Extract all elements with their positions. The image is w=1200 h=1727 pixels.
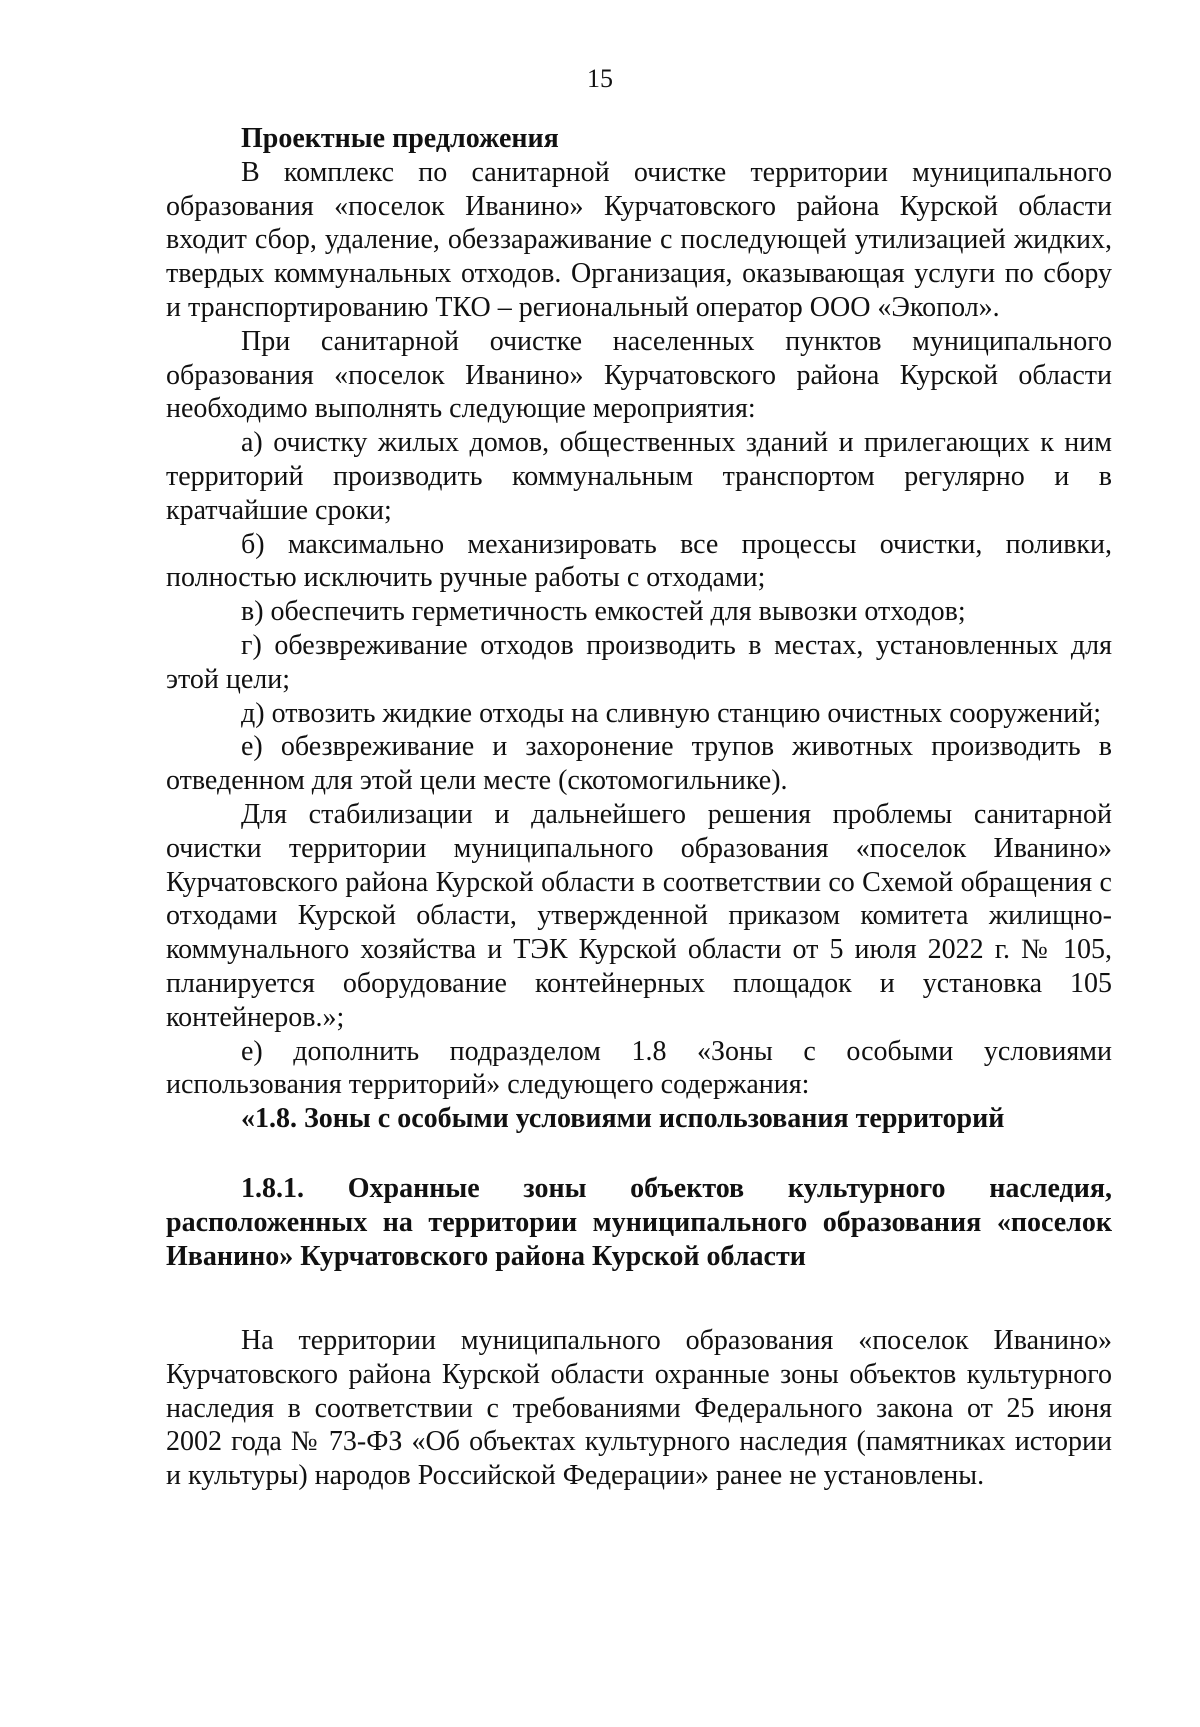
list-item-e: е) обезвреживание и захоронение трупов животных производить в отведенном для этой цели месте (скотомогильнике). xyxy=(166,731,1112,797)
page-content xyxy=(166,122,1112,1493)
paragraph-waste-complex: В комплекс по санитарной очистке территории муниципального образования «поселок Иванино» Курчатовского района Курской области входит сбор, удаление, обеззараживание с последующей утилизацией жидких, твердых коммунальных отходов. Организация, оказывающая услуги по сбору и транспортированию ТКО – региональный оператор ООО «Экопол». xyxy=(166,156,1112,323)
list-item-v: в) обеспечить герметичность емкостей для вывозки отходов; xyxy=(241,596,966,628)
list-item-d: д) отвозить жидкие отходы на сливную станцию очистных сооружений; xyxy=(241,697,1102,729)
section-heading-cultural-heritage: 1.8.1. Охранные зоны объектов культурного наследия, расположенных на территории муниципального образования «поселок Иванино» Курчатовского района Курской области xyxy=(166,1172,1112,1272)
section-heading-proposals: Проектные предложения xyxy=(241,123,559,154)
paragraph-stabilization: Для стабилизации и дальнейшего решения проблемы санитарной очистки территории муниципального образования «поселок Иванино» Курчатовского района Курской области в соответствии со Схемой обращения с отходами Курской области, утвержденной приказом комитета жилищно-коммунального хозяйства и ТЭК Курской области от 5 июля 2022 г. № 105, планируется оборудование контейнерных площадок и установка 105 контейнеров.»; xyxy=(166,798,1112,1033)
list-item-a: а) очистку жилых домов, общественных зданий и прилегающих к ним территорий производить коммунальным транспортом регулярно и в кратчайшие сроки; xyxy=(166,427,1112,526)
list-item-g: г) обезвреживание отходов производить в местах, установленных для этой цели; xyxy=(166,629,1112,695)
paragraph-add-subsection: е) дополнить подразделом 1.8 «Зоны с особыми условиями использования территорий» следующего содержания: xyxy=(166,1035,1112,1101)
paragraph-measures-intro: При санитарной очистке населенных пунктов муниципального образования «поселок Иванино» Курчатовского района Курской области необходимо выполнять следующие мероприятия: xyxy=(166,325,1112,425)
paragraph-protection-zones: На территории муниципального образования «поселок Иванино» Курчатовского района Курской области охранные зоны объектов культурного наследия в соответствии с требованиями Федерального закона от 25 июня 2002 года № 73-ФЗ «Об объектах культурного наследия (памятниках истории и культуры) народов Российской Федерации» ранее не установлены. xyxy=(166,1324,1112,1492)
subsection-title: «1.8. Зоны с особыми условиями использования территорий xyxy=(241,1103,1005,1135)
list-item-b: б) максимально механизировать все процессы очистки, поливки, полностью исключить ручные работы с отходами; xyxy=(166,528,1112,594)
page-number: 15 xyxy=(587,64,613,93)
